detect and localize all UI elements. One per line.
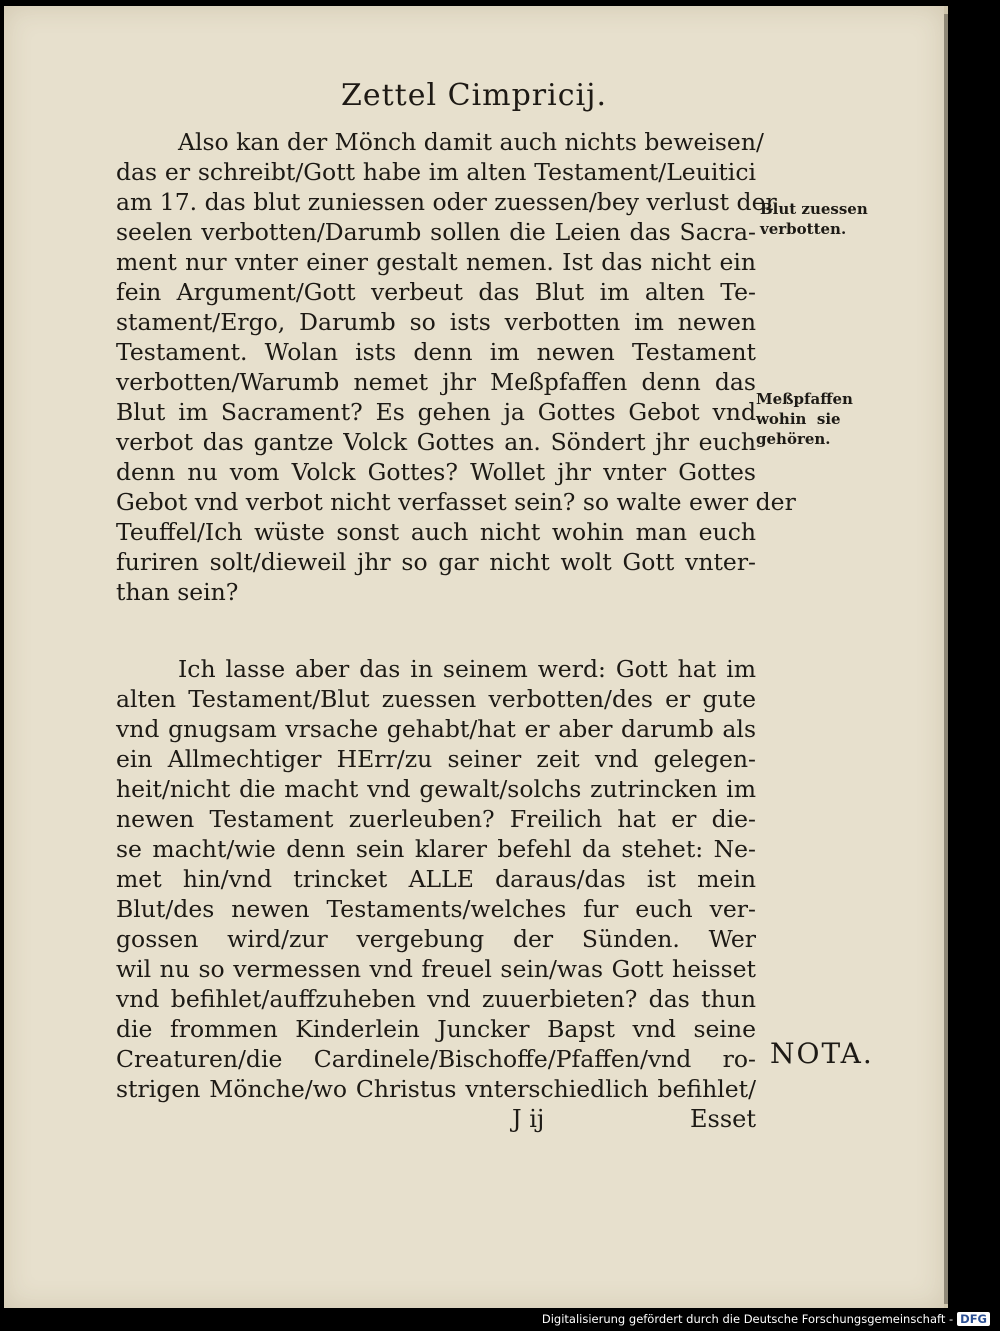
text-line: Testament. Wolan ists denn im newen Testament bbox=[116, 338, 756, 366]
text-line: se macht/wie denn sein klarer befehl da stehet: Ne- bbox=[116, 835, 756, 863]
text-line: die frommen Kinderlein Juncker Bapst vnd seine bbox=[116, 1015, 756, 1043]
text-line: Blut im Sacrament? Es gehen ja Gottes Gebot vnd bbox=[116, 398, 756, 426]
text-line: verbot das gantze Volck Gottes an. Söndert jhr euch bbox=[116, 428, 756, 456]
text-line: ein Allmechtiger HErr/zu seiner zeit vnd gelegen- bbox=[116, 745, 756, 773]
text-line: am 17. das blut zuniessen oder zuessen/bey verlust der bbox=[116, 188, 777, 216]
text-line: denn nu vom Volck Gottes? Wollet jhr vnter Gottes bbox=[116, 458, 756, 486]
footer-credit bbox=[542, 1312, 990, 1326]
text-line: alten Testament/Blut zuessen verbotten/des er gute bbox=[116, 685, 756, 713]
margin-note-priests bbox=[756, 389, 853, 449]
text-line: Gebot vnd verbot nicht verfasset sein? so walte ewer der bbox=[116, 488, 796, 516]
paragraph-2 bbox=[116, 654, 756, 1104]
text-line: than sein? bbox=[116, 578, 239, 606]
text-line: strigen Mönche/wo Christus vnterschiedlich befihlet/ bbox=[116, 1075, 756, 1103]
dfg-logo: DFG bbox=[957, 1312, 990, 1326]
text-line: heit/nicht die macht vnd gewalt/solchs zutrincken im bbox=[116, 775, 756, 803]
text-line: Blut/des newen Testaments/welches fur euch ver- bbox=[116, 895, 756, 923]
text-line: seelen verbotten/Darumb sollen die Leien das Sacra- bbox=[116, 218, 756, 246]
text-line: verbotten/Warumb nemet jhr Meßpfaffen denn das bbox=[116, 368, 756, 396]
catchword: Esset bbox=[690, 1105, 756, 1133]
text-line: fein Argument/Gott verbeut das Blut im alten Te- bbox=[116, 278, 756, 306]
signature-mark: J ij bbox=[512, 1105, 545, 1133]
text-line: ment nur vnter einer gestalt nemen. Ist das nicht ein bbox=[116, 248, 756, 276]
text-line: stament/Ergo, Darumb so ists verbotten im newen bbox=[116, 308, 756, 336]
margin-nota: NOTA. bbox=[770, 1037, 874, 1070]
text-line: vnd befihlet/auffzuheben vnd zuuerbieten? das thun bbox=[116, 985, 756, 1013]
margin-note-line: wohin sie bbox=[756, 410, 841, 428]
page-edge bbox=[944, 14, 948, 1304]
text-line: newen Testament zuerleuben? Freilich hat er die- bbox=[116, 805, 756, 833]
text-line: Also kan der Mönch damit auch nichts beweisen/ bbox=[178, 128, 764, 156]
margin-note-line: verbotten. bbox=[760, 220, 847, 238]
text-line: Creaturen/die Cardinele/Bischoffe/Pfaffen/vnd ro- bbox=[116, 1045, 756, 1073]
text-line: furiren solt/dieweil jhr so gar nicht wolt Gott vnter- bbox=[116, 548, 756, 576]
text-line: das er schreibt/Gott habe im alten Testament/Leuitici bbox=[116, 158, 756, 186]
text-line: wil nu so vermessen vnd freuel sein/was Gott heisset bbox=[116, 955, 756, 983]
margin-note-line: Blut zuessen bbox=[760, 200, 868, 218]
footer-text: Digitalisierung gefördert durch die Deutsche Forschungsgemeinschaft - bbox=[541, 1312, 954, 1326]
text-line: vnd gnugsam vrsache gehabt/hat er aber darumb als bbox=[116, 715, 756, 743]
margin-note-line: Meßpfaffen bbox=[756, 390, 853, 408]
book-page bbox=[4, 6, 948, 1308]
text-line: Ich lasse aber das in seinem werd: Gott hat im bbox=[178, 655, 756, 683]
text-line: gossen wird/zur vergebung der Sünden. Wer bbox=[116, 925, 756, 953]
text-line: Teuffel/Ich wüste sonst auch nicht wohin man euch bbox=[116, 518, 756, 546]
running-header: Zettel Cimpricij. bbox=[341, 78, 607, 113]
margin-note-blood bbox=[760, 199, 868, 239]
text-line: met hin/vnd trincket ALLE daraus/das ist mein bbox=[116, 865, 756, 893]
margin-note-line: gehören. bbox=[756, 430, 831, 448]
